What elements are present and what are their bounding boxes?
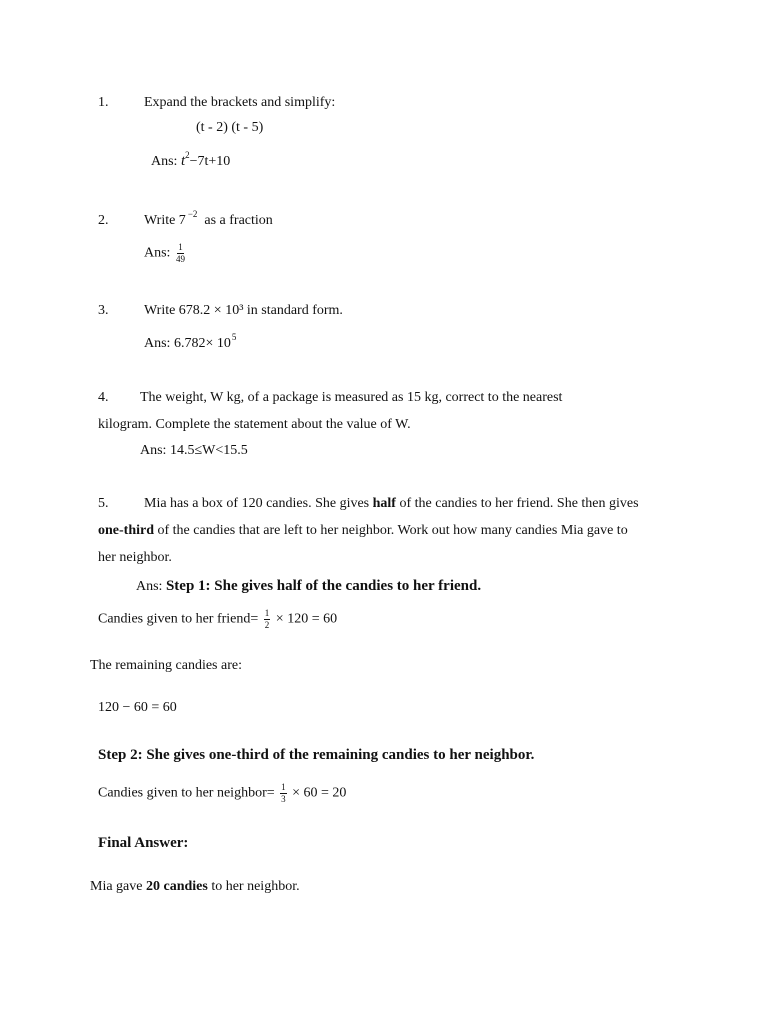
question-1-number: 1. bbox=[98, 95, 109, 110]
answer-mantissa: 6.782× bbox=[173, 336, 214, 351]
answer-label: Ans: bbox=[144, 245, 171, 261]
fraction-numerator: 1 bbox=[264, 608, 270, 618]
fraction-third bbox=[280, 783, 287, 804]
answer-base: 10 bbox=[216, 336, 231, 351]
remaining-intro: The remaining candies are: bbox=[90, 658, 242, 673]
fraction-numerator: 1 bbox=[281, 782, 286, 792]
fraction-denominator: 2 bbox=[264, 620, 270, 630]
fraction-denominator: 49 bbox=[175, 254, 185, 264]
prompt-emphasis: half bbox=[372, 496, 396, 511]
prompt-text-end: as a fraction bbox=[204, 213, 273, 228]
calculation-result: × 120 = 60 bbox=[275, 611, 338, 627]
step-2-heading: Step 2: She gives one-third of the remaining candies to her neighbor. bbox=[98, 747, 535, 763]
step-2-calculation bbox=[98, 783, 346, 804]
final-emphasis: 20 candies bbox=[145, 879, 208, 894]
answer-fraction bbox=[176, 243, 185, 264]
prompt-exponent: −2 bbox=[187, 209, 198, 219]
prompt-text: of the candies that are left to her neighbor. Work out how many candies Mia gave to bbox=[157, 523, 628, 538]
step-1-heading: Step 1: She gives half of the candies to her friend. bbox=[165, 578, 482, 594]
answer-label: Ans: bbox=[140, 443, 167, 458]
question-1-expression: (t - 2) (t - 5) bbox=[196, 120, 264, 135]
fraction-denominator: 3 bbox=[281, 794, 286, 804]
question-5-step-1 bbox=[136, 577, 481, 596]
answer-label: Ans: bbox=[144, 336, 171, 351]
answer-exponent: 2 bbox=[185, 150, 190, 160]
question-4-prompt-line-1: The weight, W kg, of a package is measured as 15 kg, correct to the nearest bbox=[140, 390, 563, 405]
question-2-answer bbox=[144, 243, 187, 264]
question-3-prompt: Write 678.2 × 10³ in standard form. bbox=[144, 303, 343, 318]
question-5-prompt-line-3: her neighbor. bbox=[98, 550, 172, 565]
final-text-end: to her neighbor. bbox=[211, 879, 300, 894]
answer-label: Ans: bbox=[136, 579, 163, 594]
question-4-number: 4. bbox=[98, 390, 109, 405]
answer-label: Ans: bbox=[151, 154, 178, 169]
prompt-text: Write 7 bbox=[144, 213, 186, 228]
answer-variable: t bbox=[180, 153, 186, 169]
question-5-prompt-line-1 bbox=[144, 495, 639, 513]
question-5-prompt-line-2 bbox=[98, 522, 628, 540]
remaining-calculation: 120 − 60 = 60 bbox=[98, 700, 177, 715]
question-2-number: 2. bbox=[98, 213, 109, 228]
answer-exponent: 5 bbox=[231, 332, 237, 342]
final-answer-heading: Final Answer: bbox=[98, 835, 189, 851]
question-4-prompt-line-2: kilogram. Complete the statement about the value of W. bbox=[98, 417, 411, 432]
fraction-numerator: 1 bbox=[178, 242, 183, 252]
prompt-text-end: of the candies to her friend. She then gives bbox=[399, 496, 639, 511]
calculation-result: × 60 = 20 bbox=[292, 785, 347, 801]
question-3-number: 3. bbox=[98, 303, 109, 318]
fraction-half bbox=[264, 609, 271, 630]
calculation-label: Candies given to her neighbor= bbox=[98, 785, 275, 801]
answer-inequality: 14.5≤W<15.5 bbox=[169, 443, 248, 458]
final-answer-statement bbox=[90, 878, 300, 896]
question-5-number: 5. bbox=[98, 496, 109, 511]
answer-terms: −7t+10 bbox=[189, 154, 231, 169]
question-1-answer bbox=[151, 152, 230, 171]
prompt-emphasis: one-third bbox=[98, 523, 154, 538]
question-1-prompt: Expand the brackets and simplify: bbox=[144, 95, 336, 110]
question-2-prompt bbox=[144, 209, 273, 230]
question-4-answer bbox=[140, 442, 248, 460]
final-text: Mia gave bbox=[90, 879, 143, 894]
step-1-calculation bbox=[98, 609, 337, 630]
question-3-answer bbox=[144, 332, 237, 353]
calculation-label: Candies given to her friend= bbox=[98, 611, 259, 627]
prompt-text: Mia has a box of 120 candies. She gives bbox=[144, 496, 370, 511]
